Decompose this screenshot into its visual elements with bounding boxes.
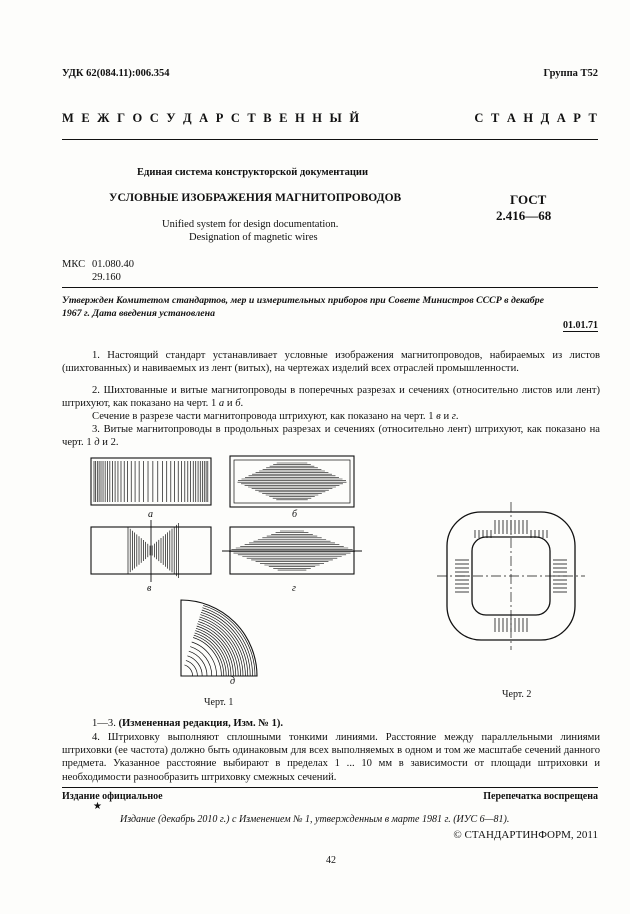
hatch-arc: [193, 638, 221, 677]
drawing-2: [437, 502, 585, 650]
standard-heading: С Т А Н Д А Р Т: [474, 111, 598, 125]
approval-line-1: Утвержден Комитетом стандартов, мер и измерительных приборов при Совете Министров СССР в декабре: [62, 295, 544, 306]
fig-b-frame: [230, 456, 354, 507]
figure-2-caption: Черт. 2: [502, 689, 532, 700]
paragraph-3: 3. Витые магнитопроводы в продольных разрезах и сечениях (относительно лент) штрихуют, как показано на черт. 1 д и 2.: [62, 424, 600, 449]
mks-code-1: 01.080.40: [92, 259, 134, 270]
english-title-1: Unified system for design documentation.: [162, 219, 339, 230]
amendment-note: 1—3. (Измененная редакция, Изм. № 1).: [92, 718, 284, 729]
label-d: д: [230, 676, 236, 687]
star-icon: ★: [93, 801, 102, 812]
hatch-arc: [197, 624, 235, 676]
paragraph-1: 1. Настоящий стандарт устанавливает условные изображения магнитопроводов, набираемых из листов (шихтованных) и навиваемых из лент (витых), на чертежах изделий всех отраслей промышленности.: [62, 350, 600, 375]
hatch-arc: [190, 647, 212, 676]
udk-code: УДК 62(084.11):006.354: [62, 68, 170, 79]
label-b: б: [292, 509, 298, 520]
copyright: © СТАНДАРТИНФОРМ, 2011: [453, 829, 598, 841]
mks-code-2: 29.160: [92, 272, 121, 283]
system-title: Единая система конструкторской документации: [137, 167, 368, 178]
label-v: в: [147, 583, 152, 594]
label-g: г: [292, 583, 296, 594]
hatch-arc: [187, 656, 202, 676]
standard-title: УСЛОВНЫЕ ИЗОБРАЖЕНИЯ МАГНИТОПРОВОДОВ: [109, 192, 402, 204]
mks-label: МКС: [62, 259, 86, 270]
reprint-prohibited: Перепечатка воспрещена: [483, 791, 598, 802]
paragraph-4: 4. Штриховку выполняют сплошными тонкими линиями. Расстояние между параллельными линиями штриховки (ее частота) должно быть одинаковым для всех выполняемых в одном и том же масштабе сечений данного предмета. Указанное расстояние выбирают в пределах 1 ... 10 мм в зависимости от площади штриховки и необходимости разнообразить штриховку смежных сечений.: [62, 732, 600, 783]
label-a: а: [148, 509, 153, 520]
gost-label: ГОСТ: [510, 192, 547, 207]
paragraph-2a: 2. Шихтованные и витые магнитопроводы в поперечных разрезах и сечениях (относительно листов или лент) штрихуют, как показано на черт. 1 а и б.: [62, 385, 600, 410]
edition-note: Издание (декабрь 2010 г.) с Изменением № 1, утвержденным в марте 1981 г. (ИУС 6—81).: [120, 814, 510, 825]
footer-rule: [62, 787, 598, 788]
hatch-arc: [186, 660, 198, 676]
english-title-2: Designation of magnetic wires: [189, 232, 318, 243]
gost-number: 2.416—68: [496, 208, 552, 223]
effective-date: 01.01.71: [563, 320, 598, 331]
page-number: 42: [326, 855, 336, 866]
group-code: Группа Т52: [543, 68, 598, 79]
official-edition: Издание официальное: [62, 791, 163, 802]
figure-1-caption: Черт. 1: [204, 697, 234, 708]
approval-line-2: 1967 г. Дата введения установлена: [62, 308, 215, 319]
interstate-heading: М Е Ж Г О С У Д А Р С Т В Е Н Н Ы Й: [62, 111, 361, 125]
hatch-arc: [194, 635, 224, 676]
paragraph-2b: Сечение в разрезе части магнитопровода штрихуют, как показано на черт. 1 в и г.: [92, 411, 459, 422]
hatch-arc: [185, 665, 193, 676]
